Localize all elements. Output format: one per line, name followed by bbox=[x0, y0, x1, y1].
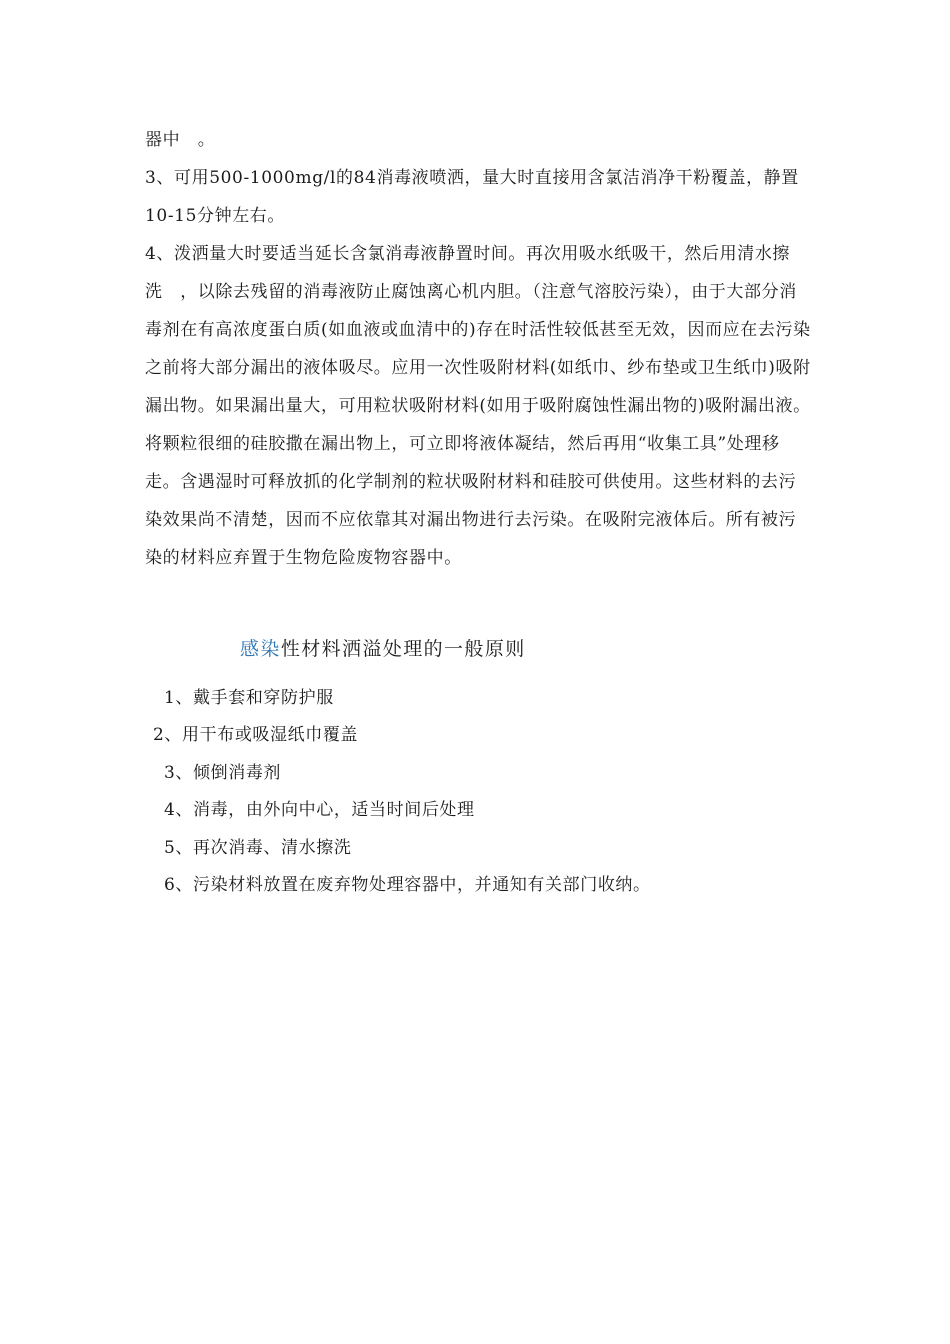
heading-rest: 性材料洒溢处理的一般原则 bbox=[280, 638, 526, 660]
principle-item: 5、再次消毒、清水擦洗 bbox=[164, 838, 352, 858]
paragraph-continuation: 器中 。 bbox=[145, 130, 216, 150]
body-text bbox=[145, 121, 811, 577]
principle-item: 4、消毒，由外向中心，适当时间后处理 bbox=[164, 800, 475, 820]
paragraph-step-3: 3、可用500-1000mg/l的84消毒液喷洒，量大时直接用含氯洁消净干粉覆盖，静置10-15分钟左右。 bbox=[145, 168, 799, 226]
principle-item: 3、倾倒消毒剂 bbox=[164, 763, 282, 783]
section-heading bbox=[240, 632, 526, 666]
principle-item: 2、用干布或吸湿纸巾覆盖 bbox=[153, 725, 359, 745]
principle-item: 6、污染材料放置在废弃物处理容器中，并通知有关部门收纳。 bbox=[164, 875, 651, 895]
heading-accent: 感染 bbox=[240, 638, 281, 660]
paragraph-step-4: 4、泼洒量大时要适当延长含氯消毒液静置时间。再次用吸水纸吸干，然后用清水擦洗 ，以除去残留的消毒液防止腐蚀离心机内胆。（注意气溶胶污染），由于大部分消毒剂在有高浓度蛋白质(如血液或血清中的)存在时活性较低甚至无效，因而应在去污染之前将大部分漏出的液体吸尽。应用一次性吸附材料(如纸巾、纱布垫或卫生纸巾)吸附漏出物。如果漏出量大，可用粒状吸附材料(如用于吸附腐蚀性漏出物的)吸附漏出液。将颗粒很细的硅胶撒在漏出物上，可立即将液体凝结，然后再用“收集工具”处理移走。含遇湿时可释放抓的化学制剂的粒状吸附材料和硅胶可供使用。这些材料的去污染效果尚不清楚，因而不应依靠其对漏出物进行去污染。在吸附完液体后。所有被污染的材料应弃置于生物危险废物容器中。 bbox=[145, 244, 811, 568]
principle-item: 1、戴手套和穿防护服 bbox=[164, 688, 334, 708]
